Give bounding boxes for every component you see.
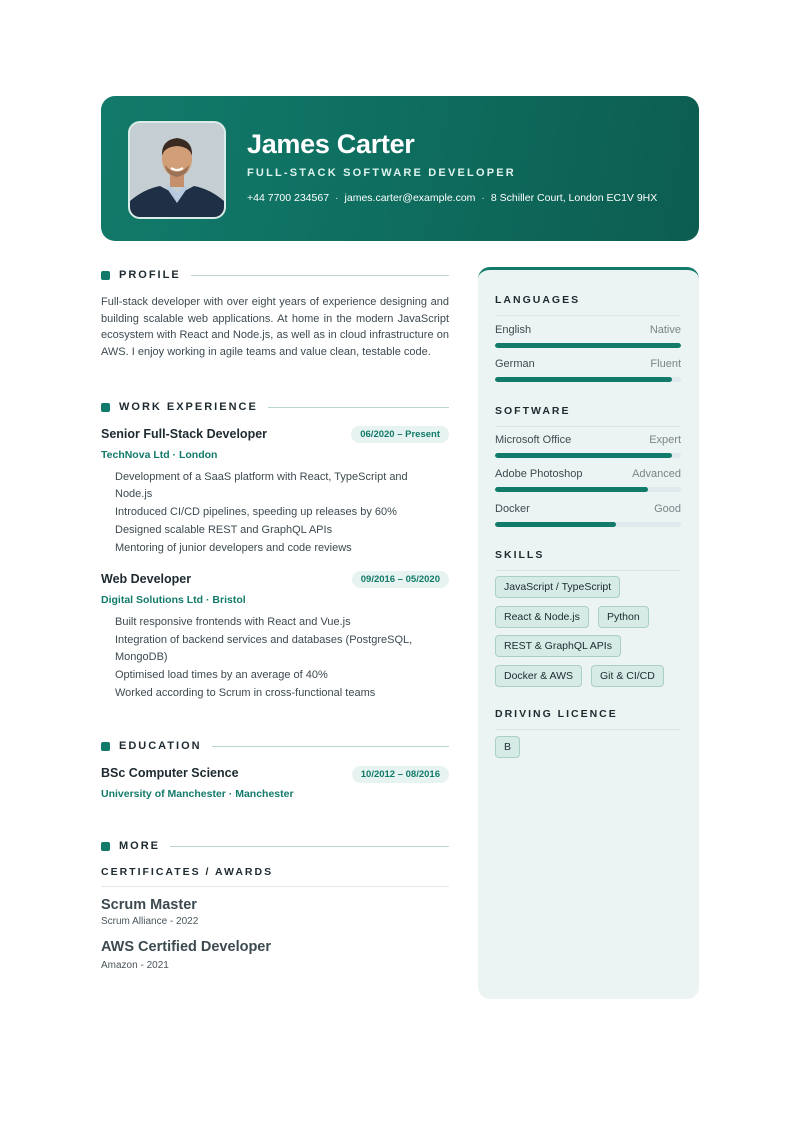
section-label: WORK EXPERIENCE xyxy=(119,401,258,413)
list-item: Designed scalable REST and GraphQL APIs xyxy=(115,523,333,536)
software-meter xyxy=(495,503,681,533)
meter-level: Fluent xyxy=(650,358,681,370)
job-title: Senior Full-Stack Developer xyxy=(101,427,268,441)
job-title-heading: FULL-STACK SOFTWARE DEVELOPER xyxy=(247,167,516,179)
portrait-image xyxy=(130,123,224,217)
meter-track xyxy=(495,377,681,382)
phone-number: +44 7700 234567 xyxy=(247,192,330,204)
school-name: University of Manchester · Manchester xyxy=(101,788,294,800)
meter-label: Adobe Photoshop xyxy=(495,468,583,480)
profile-summary: Full-stack developer with over eight years of experience designing and building scalable web applications. At home in the modern JavaScript ecosystem with React and Node.js, as well as in cloud infrastructure on AWS. I enjoy working in agile teams and value clean, testable code. xyxy=(101,296,449,358)
education-section-heading xyxy=(101,739,449,753)
meter-fill xyxy=(495,453,672,458)
meter-track xyxy=(495,453,681,458)
meter-label: English xyxy=(495,324,532,336)
meter-fill xyxy=(495,343,681,348)
divider xyxy=(170,846,449,847)
experience-section-heading xyxy=(101,400,449,414)
divider xyxy=(191,275,449,276)
separator: · xyxy=(481,192,485,204)
date-badge: 10/2012 – 08/2016 xyxy=(352,766,449,783)
list-item: Integration of backend services and databases (PostgreSQL, MongoDB) xyxy=(115,634,413,663)
list-item: Optimised load times by an average of 40% xyxy=(115,668,328,681)
meter-level: Advanced xyxy=(632,468,681,480)
square-bullet-icon xyxy=(101,842,110,851)
square-bullet-icon xyxy=(101,403,110,412)
software-heading: SOFTWARE xyxy=(495,405,681,427)
skills-heading: SKILLS xyxy=(495,549,681,571)
date-badge: 06/2020 – Present xyxy=(351,426,449,443)
meter-level: Good xyxy=(654,503,681,515)
meter-track xyxy=(495,522,681,527)
languages-heading: LANGUAGES xyxy=(495,294,681,316)
certificate-name: Scrum Master xyxy=(101,897,197,913)
more-section-heading xyxy=(101,839,449,853)
certificate-issuer: Scrum Alliance - 2022 xyxy=(101,916,199,927)
degree-title: BSc Computer Science xyxy=(101,766,239,780)
separator: · xyxy=(335,192,339,204)
driving-licence-heading: DRIVING LICENCE xyxy=(495,708,681,730)
certificates-heading: CERTIFICATES / AWARDS xyxy=(101,866,449,887)
language-meter xyxy=(495,324,681,354)
skill-chip: Python xyxy=(598,606,649,628)
date-badge: 09/2016 – 05/2020 xyxy=(352,571,449,588)
meter-label: Microsoft Office xyxy=(495,434,572,446)
header-banner xyxy=(101,96,699,241)
skill-chip: REST & GraphQL APIs xyxy=(495,635,621,657)
skill-chip: JavaScript / TypeScript xyxy=(495,576,620,598)
software-meter xyxy=(495,434,681,464)
meter-track xyxy=(495,487,681,492)
list-item: Worked according to Scrum in cross-functional teams xyxy=(115,686,376,699)
list-item: Built responsive frontends with React and Vue.js xyxy=(115,616,351,628)
job-bullets xyxy=(115,614,435,703)
list-item: Mentoring of junior developers and code reviews xyxy=(115,541,352,554)
certificate-name: AWS Certified Developer xyxy=(101,939,272,955)
meter-track xyxy=(495,343,681,348)
meter-level: Expert xyxy=(649,434,681,446)
language-meter xyxy=(495,358,681,388)
sidebar-panel xyxy=(478,267,699,999)
section-label: MORE xyxy=(119,840,160,852)
meter-fill xyxy=(495,377,672,382)
skill-chip: React & Node.js xyxy=(495,606,589,628)
certificate-issuer: Amazon - 2021 xyxy=(101,960,169,971)
skill-chip: Git & CI/CD xyxy=(591,665,664,687)
meter-level: Native xyxy=(649,324,681,336)
divider xyxy=(268,407,449,408)
meter-label: German xyxy=(495,358,535,370)
meter-fill xyxy=(495,487,648,492)
postal-address: 8 Schiller Court, London EC1V 9HX xyxy=(490,192,658,204)
square-bullet-icon xyxy=(101,742,110,751)
profile-section-heading xyxy=(101,268,449,282)
meter-label: Docker xyxy=(495,503,530,515)
job-bullets xyxy=(115,469,435,558)
profile-photo xyxy=(128,121,226,219)
divider xyxy=(212,746,449,747)
candidate-name: James Carter xyxy=(247,129,415,159)
meter-fill xyxy=(495,522,616,527)
list-item: Introduced CI/CD pipelines, speeding up releases by 60% xyxy=(115,505,397,518)
contact-line xyxy=(247,192,657,204)
job-title: Web Developer xyxy=(101,572,192,586)
job-company: TechNova Ltd · London xyxy=(101,449,218,461)
list-item: Development of a SaaS platform with React, TypeScript and Node.js xyxy=(115,471,408,500)
square-bullet-icon xyxy=(101,271,110,280)
skill-chip: Docker & AWS xyxy=(495,665,582,687)
section-label: EDUCATION xyxy=(119,740,202,752)
email-address: james.carter@example.com xyxy=(344,192,476,204)
section-label: PROFILE xyxy=(119,269,181,281)
licence-chip: B xyxy=(495,736,520,758)
software-meter xyxy=(495,468,681,498)
job-company: Digital Solutions Ltd · Bristol xyxy=(101,594,246,606)
